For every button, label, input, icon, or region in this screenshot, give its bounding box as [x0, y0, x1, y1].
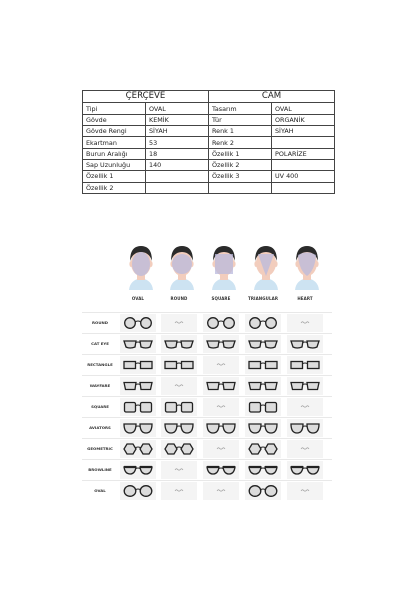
- not-recommended-cell: [203, 482, 239, 500]
- browline-glasses-icon: [206, 463, 236, 477]
- face-shape-label: TRIANGULAR: [248, 296, 278, 301]
- not-recommended-cell: [161, 377, 197, 395]
- square-glasses-icon: [123, 400, 153, 414]
- recommended-cell: [245, 377, 281, 395]
- row-divider: [82, 354, 332, 355]
- not-recommended-cell: [203, 440, 239, 458]
- recommended-cell: [287, 377, 323, 395]
- round-glasses-icon: [206, 316, 236, 330]
- frame-style-label: BROWLINE: [88, 467, 112, 472]
- frame-style-label: WAYFARE: [89, 383, 111, 388]
- spec-row: [83, 114, 335, 125]
- square-glasses-icon: [164, 400, 194, 414]
- recommended-cell: [245, 314, 281, 332]
- geometric-glasses-icon: [164, 442, 194, 456]
- rectangle-glasses-icon: [164, 358, 194, 372]
- frame-style-label: AVIATORS: [89, 425, 111, 430]
- wayfare-glasses-icon: [206, 379, 236, 393]
- face-shape-guide: [82, 240, 332, 510]
- glasses-outline-icon: [174, 320, 184, 326]
- recommended-cell: [287, 356, 323, 374]
- spec-label: Özellik 3: [209, 171, 272, 182]
- spec-row: [83, 182, 335, 193]
- face-shape-label: ROUND: [170, 296, 188, 301]
- spec-label: Sap Uzunluğu: [83, 160, 146, 171]
- browline-glasses-icon: [248, 463, 278, 477]
- spec-label: Burun Aralığı: [83, 148, 146, 159]
- spec-value: [272, 182, 335, 193]
- aviators-glasses-icon: [248, 421, 278, 435]
- recommended-cell: [245, 335, 281, 353]
- recommended-cell: [287, 461, 323, 479]
- cat-eye-glasses-icon: [206, 337, 236, 351]
- glasses-outline-icon: [174, 383, 184, 389]
- oval-glasses-icon: [248, 484, 278, 498]
- browline-glasses-icon: [290, 463, 320, 477]
- geometric-glasses-icon: [123, 442, 153, 456]
- cat-eye-glasses-icon: [248, 337, 278, 351]
- recommended-cell: [245, 419, 281, 437]
- glasses-outline-icon: [300, 446, 310, 452]
- spec-label: Özellik 1: [209, 148, 272, 159]
- lens-header: CAM: [209, 91, 335, 103]
- recommended-cell: [120, 398, 156, 416]
- spec-label: Özellik 2: [83, 182, 146, 193]
- frame-header: ÇERÇEVE: [83, 91, 209, 103]
- not-recommended-cell: [161, 482, 197, 500]
- wayfare-glasses-icon: [290, 379, 320, 393]
- wayfare-glasses-icon: [248, 379, 278, 393]
- not-recommended-cell: [203, 398, 239, 416]
- spec-label: Tipi: [83, 103, 146, 114]
- recommended-cell: [245, 398, 281, 416]
- spec-value: KEMİK: [146, 114, 209, 125]
- spec-label: Tasarım: [209, 103, 272, 114]
- not-recommended-cell: [161, 314, 197, 332]
- spec-value: SİYAH: [146, 126, 209, 137]
- glasses-outline-icon: [300, 404, 310, 410]
- spec-label: [209, 182, 272, 193]
- spec-label: Gövde: [83, 114, 146, 125]
- spec-value: SİYAH: [272, 126, 335, 137]
- spec-label: Ekartman: [83, 137, 146, 148]
- face-square-illustration: [210, 240, 238, 290]
- spec-label: Renk 2: [209, 137, 272, 148]
- recommended-cell: [203, 419, 239, 437]
- frame-style-label: ROUND: [92, 320, 108, 325]
- row-divider: [82, 312, 332, 313]
- frame-style-label: OVAL: [94, 488, 106, 493]
- spec-label: Özellik 2: [209, 160, 272, 171]
- spec-value: 140: [146, 160, 209, 171]
- not-recommended-cell: [287, 440, 323, 458]
- recommended-cell: [161, 398, 197, 416]
- face-shape-label: OVAL: [131, 296, 145, 301]
- glasses-outline-icon: [174, 467, 184, 473]
- browline-glasses-icon: [123, 463, 153, 477]
- recommended-cell: [120, 335, 156, 353]
- rectangle-glasses-icon: [290, 358, 320, 372]
- recommended-cell: [120, 377, 156, 395]
- glasses-outline-icon: [216, 488, 226, 494]
- spec-value: UV 400: [272, 171, 335, 182]
- aviators-glasses-icon: [206, 421, 236, 435]
- recommended-cell: [120, 419, 156, 437]
- not-recommended-cell: [287, 314, 323, 332]
- aviators-glasses-icon: [164, 421, 194, 435]
- spec-label: Özellik 1: [83, 171, 146, 182]
- cat-eye-glasses-icon: [123, 337, 153, 351]
- recommended-cell: [245, 440, 281, 458]
- recommended-cell: [203, 314, 239, 332]
- row-divider: [82, 375, 332, 376]
- wayfare-glasses-icon: [123, 379, 153, 393]
- frame-style-label: GEOMETRIC: [87, 446, 113, 451]
- spec-value: OVAL: [272, 103, 335, 114]
- spec-row: [83, 160, 335, 171]
- glasses-outline-icon: [216, 446, 226, 452]
- recommended-cell: [161, 419, 197, 437]
- recommended-cell: [245, 356, 281, 374]
- face-triangular-illustration: [252, 240, 280, 290]
- not-recommended-cell: [287, 398, 323, 416]
- spec-table: [82, 90, 335, 194]
- recommended-cell: [245, 482, 281, 500]
- rectangle-glasses-icon: [123, 358, 153, 372]
- aviators-glasses-icon: [290, 421, 320, 435]
- recommended-cell: [245, 461, 281, 479]
- not-recommended-cell: [203, 356, 239, 374]
- recommended-cell: [120, 314, 156, 332]
- row-divider: [82, 480, 332, 481]
- glasses-outline-icon: [300, 488, 310, 494]
- recommended-cell: [287, 335, 323, 353]
- face-heart-illustration: [293, 240, 321, 290]
- glasses-outline-icon: [300, 320, 310, 326]
- recommended-cell: [203, 335, 239, 353]
- recommended-cell: [203, 377, 239, 395]
- spec-value: [272, 137, 335, 148]
- round-glasses-icon: [123, 316, 153, 330]
- spec-label: Gövde Rengi: [83, 126, 146, 137]
- spec-value: [272, 160, 335, 171]
- not-recommended-cell: [161, 461, 197, 479]
- glasses-outline-icon: [174, 488, 184, 494]
- recommended-cell: [287, 419, 323, 437]
- not-recommended-cell: [287, 482, 323, 500]
- recommended-cell: [161, 356, 197, 374]
- spec-value: [146, 171, 209, 182]
- spec-row: [83, 137, 335, 148]
- cat-eye-glasses-icon: [164, 337, 194, 351]
- recommended-cell: [120, 482, 156, 500]
- spec-value: POLARİZE: [272, 148, 335, 159]
- recommended-cell: [161, 335, 197, 353]
- row-divider: [82, 438, 332, 439]
- row-divider: [82, 333, 332, 334]
- face-round-illustration: [168, 240, 196, 290]
- spec-label: Tür: [209, 114, 272, 125]
- recommended-cell: [120, 356, 156, 374]
- spec-row: [83, 126, 335, 137]
- oval-glasses-icon: [123, 484, 153, 498]
- glasses-outline-icon: [216, 404, 226, 410]
- spec-row: [83, 148, 335, 159]
- cat-eye-glasses-icon: [290, 337, 320, 351]
- frame-style-label: CAT EYE: [91, 341, 109, 346]
- recommended-cell: [120, 461, 156, 479]
- face-shape-label: SQUARE: [211, 296, 231, 301]
- frame-style-label: SQUARE: [91, 404, 109, 409]
- spec-value: [146, 182, 209, 193]
- row-divider: [82, 459, 332, 460]
- recommended-cell: [161, 440, 197, 458]
- frame-style-label: RECTANGLE: [87, 362, 113, 367]
- spec-value: 18: [146, 148, 209, 159]
- recommended-cell: [120, 440, 156, 458]
- face-oval-illustration: [127, 240, 155, 290]
- round-glasses-icon: [248, 316, 278, 330]
- row-divider: [82, 396, 332, 397]
- spec-row: [83, 103, 335, 114]
- spec-value: 53: [146, 137, 209, 148]
- spec-row: [83, 171, 335, 182]
- square-glasses-icon: [248, 400, 278, 414]
- recommended-cell: [203, 461, 239, 479]
- face-shape-label: HEART: [297, 296, 313, 301]
- spec-value: OVAL: [146, 103, 209, 114]
- spec-label: Renk 1: [209, 126, 272, 137]
- glasses-outline-icon: [216, 362, 226, 368]
- rectangle-glasses-icon: [248, 358, 278, 372]
- geometric-glasses-icon: [248, 442, 278, 456]
- spec-table-body: [83, 103, 335, 194]
- aviators-glasses-icon: [123, 421, 153, 435]
- row-divider: [82, 417, 332, 418]
- spec-value: ORGANİK: [272, 114, 335, 125]
